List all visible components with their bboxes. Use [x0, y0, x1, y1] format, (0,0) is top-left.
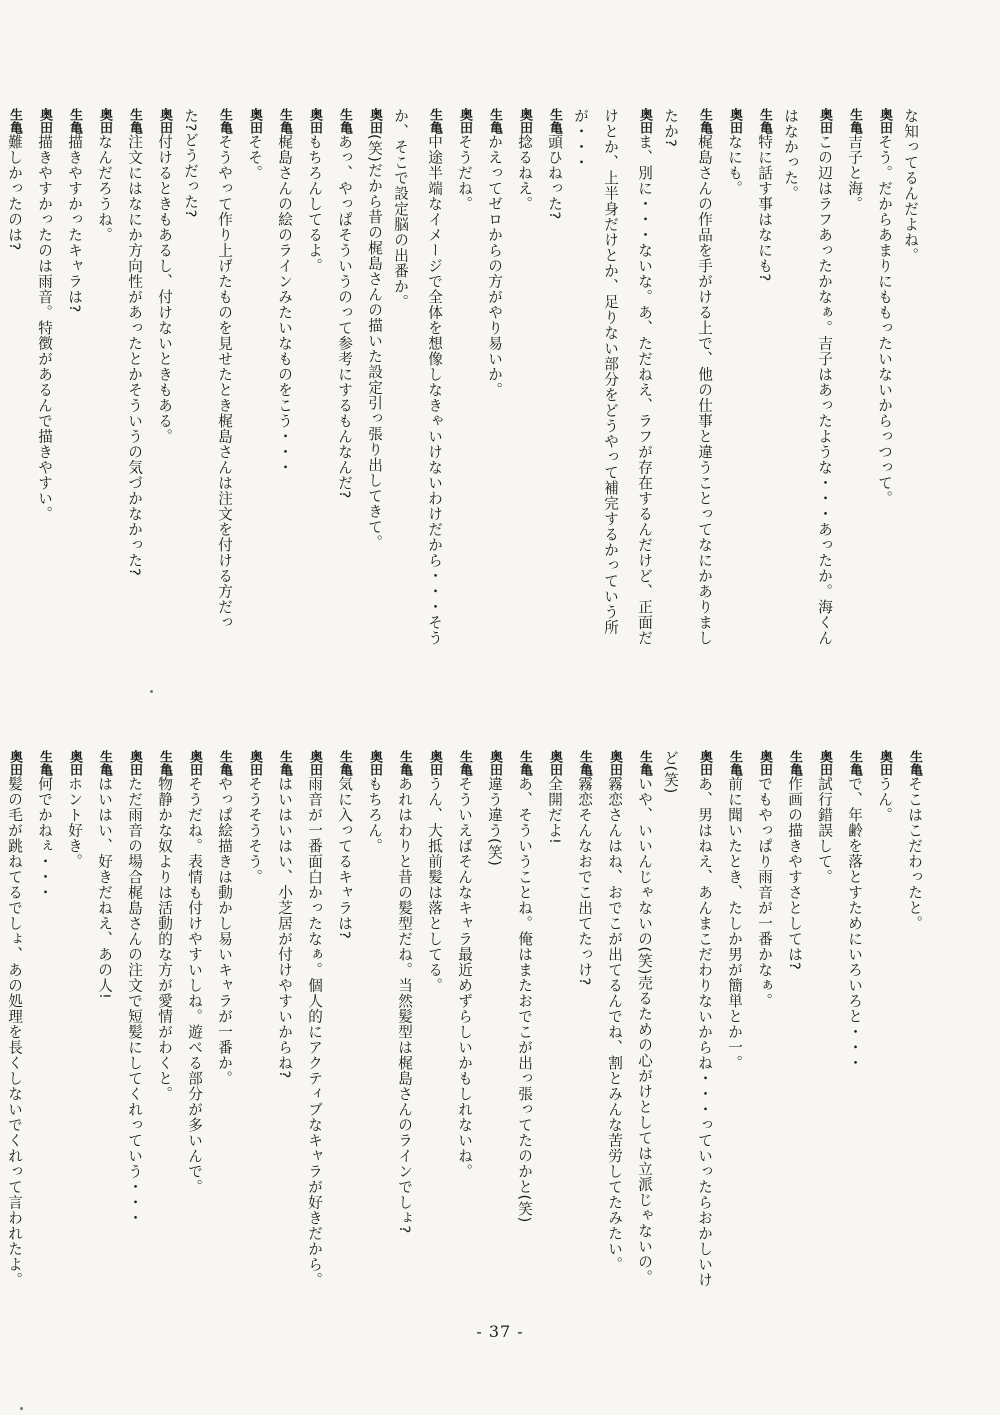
dialogue-line	[25, 108, 55, 708]
dialogue-text: 描きやすかったのは雨音。特徴があるんで描きやすい。	[36, 134, 53, 522]
dialogue-text: 気に入ってるキャラは?	[336, 776, 353, 940]
speaker-label: 生亀	[907, 750, 922, 776]
dialogue-line	[445, 750, 475, 1179]
speaker-label: 奥田	[367, 108, 382, 134]
speaker-label: 奥田	[607, 750, 622, 776]
dialogue-line	[415, 108, 445, 708]
speaker-label: 奥田	[187, 750, 202, 776]
dialogue-line	[535, 108, 565, 708]
dialogue-line	[55, 750, 85, 1170]
dialogue-line	[715, 108, 745, 708]
dialogue-text: そこはこだわったと。	[906, 776, 923, 931]
speaker-label: 奥田	[457, 108, 472, 134]
speaker-label: 生亀	[637, 750, 652, 776]
dialogue-text: やっぱ絵描きは動かし易いキャラが一番か。	[216, 776, 233, 1086]
dialogue-text: 捻るねえ。	[516, 134, 533, 212]
speaker-label: 奥田	[877, 108, 892, 134]
speaker-label: 生亀	[37, 750, 52, 776]
dialogue-text: か、そこで設定脳の出番か。	[392, 108, 409, 310]
dialogue-text: ど(笑)	[662, 750, 679, 795]
paper-speck	[20, 1407, 23, 1410]
dialogue-text: なにも。	[726, 134, 743, 196]
dialogue-text: 吉子と海。	[846, 134, 863, 212]
speaker-label: 生亀	[7, 108, 22, 134]
speaker-label: 生亀	[847, 750, 862, 776]
speaker-label: 奥田	[757, 750, 772, 776]
dialogue-text: そそ。	[246, 134, 263, 181]
dialogue-line	[385, 750, 415, 1235]
interview-bottom-block	[0, 750, 925, 1288]
dialogue-text: が・・・	[572, 108, 589, 170]
speaker-label: 奥田	[307, 108, 322, 134]
speaker-label: 生亀	[337, 108, 352, 134]
speaker-label: 生亀	[757, 108, 772, 134]
dialogue-line	[175, 750, 205, 1195]
dialogue-text: そうやって作り上げたものを見せたとき梶島さんは注文を付ける方だっ	[216, 134, 233, 630]
dialogue-text: 試行錯誤して。	[816, 776, 833, 885]
dialogue-line	[205, 750, 235, 1170]
dialogue-text: 頭ひねった?	[546, 134, 563, 221]
dialogue-line	[625, 750, 655, 1286]
page-number: - 37 -	[476, 1322, 524, 1341]
dialogue-line	[325, 108, 355, 708]
speaker-label: 生亀	[397, 750, 412, 776]
speaker-label: 奥田	[487, 750, 502, 776]
dialogue-line	[295, 750, 325, 1288]
dialogue-line	[655, 108, 685, 708]
speaker-label: 生亀	[517, 750, 532, 776]
speaker-label: 奥田	[247, 108, 262, 134]
speaker-label: 生亀	[337, 750, 352, 776]
speaker-label: 生亀	[97, 750, 112, 776]
dialogue-line	[0, 750, 25, 1288]
dialogue-text: あれはわりと昔の髪型だね。当然髪型は梶島さんのラインでしょ?	[396, 776, 413, 1235]
speaker-label: 奥田	[817, 750, 832, 776]
dialogue-line	[55, 108, 85, 708]
dialogue-line	[115, 108, 145, 708]
dialogue-text: 全開だよ!	[546, 776, 563, 845]
dialogue-text: 霧恋さんはね、おでこが出てるんでね、割とみんな苦労してたみたい。	[606, 776, 623, 1272]
dialogue-line	[685, 750, 715, 1288]
dialogue-line	[85, 108, 115, 708]
dialogue-line	[775, 750, 805, 1170]
speaker-label: 生亀	[157, 750, 172, 776]
dialogue-text: 梶島さんの絵のラインみたいなものをこう・・・	[276, 134, 293, 475]
dialogue-line	[445, 108, 475, 708]
dialogue-line	[745, 750, 775, 1170]
dialogue-line	[475, 108, 505, 708]
dialogue-line	[565, 750, 595, 1170]
dialogue-text: 雨音が一番面白かったなぁ。個人的にアクティブなキャラが好きだから。	[306, 776, 323, 1288]
speaker-label: 生亀	[277, 750, 292, 776]
dialogue-line	[355, 108, 385, 708]
speaker-label: 奥田	[67, 750, 82, 776]
dialogue-text: 前に聞いたとき、たしか男が簡単とか一。	[726, 776, 743, 1071]
speaker-label: 奥田	[637, 108, 652, 134]
dialogue-line	[625, 108, 655, 708]
dialogue-line	[235, 750, 265, 1170]
dialogue-text: この辺はラフあったかなぁ。吉子はあったような・・・あったか。海くん	[816, 134, 833, 646]
dialogue-text: うん、大抵前髪は落としてる。	[426, 776, 443, 993]
dialogue-text: 梶島さんの作品を手がける上で、他の仕事と違うことってなにかありまし	[696, 134, 713, 646]
dialogue-text: 中途半端なイメージで全体を想像しなきゃいけないわけだから・・・そう	[426, 134, 443, 646]
dialogue-text: たか?	[662, 108, 679, 148]
dialogue-line	[325, 750, 355, 1170]
dialogue-line	[865, 108, 895, 708]
dialogue-line	[145, 108, 175, 708]
dialogue-text: 何でかねぇ・・・	[36, 776, 53, 900]
dialogue-text: かえってゼロからの方がやり易いか。	[486, 134, 503, 398]
dialogue-line	[715, 750, 745, 1170]
dialogue-text: あ、男はねえ、あんまこだわりないからね・・・っていったらおかしいけ	[696, 776, 713, 1288]
dialogue-line	[835, 750, 865, 1170]
dialogue-text: はなかった。	[782, 108, 799, 201]
speaker-label: 奥田	[877, 750, 892, 776]
dialogue-text: 注文にはなにか方向性があったとかそういうの気づかなかった?	[126, 134, 143, 577]
speaker-label: 奥田	[127, 750, 142, 776]
dialogue-line	[805, 108, 835, 708]
dialogue-line	[115, 750, 145, 1226]
speaker-label: 生亀	[427, 108, 442, 134]
dialogue-text: もちろんしてるよ。	[306, 134, 323, 274]
dialogue-line	[775, 108, 805, 708]
speaker-label: 生亀	[217, 750, 232, 776]
dialogue-line	[175, 108, 205, 708]
speaker-label: 生亀	[727, 750, 742, 776]
dialogue-text: ま、別に・・・ないな。あ、ただねえ、ラフが存在するんだけど、正面だ	[636, 134, 653, 646]
dialogue-line	[295, 108, 325, 708]
dialogue-line	[505, 108, 535, 708]
dialogue-text: 付けるときもあるし、付けないときもある。	[156, 134, 173, 444]
dialogue-text: けとか、上半身だけとか、足りない部分をどうやって補完するかっていう所	[602, 108, 619, 635]
speaker-label: 生亀	[847, 108, 862, 134]
dialogue-text: た?どうだった?	[182, 108, 199, 219]
dialogue-line	[595, 750, 625, 1272]
dialogue-text: (笑)だから昔の梶島さんの描いた設定引っ張り出してきて。	[366, 134, 383, 551]
dialogue-text: あ、そういうことね。俺はまたおでこが出っ張ってたのかと(笑)	[516, 776, 533, 1224]
dialogue-line	[25, 750, 55, 1170]
dialogue-line	[475, 750, 505, 1170]
speaker-label: 生亀	[127, 108, 142, 134]
dialogue-line	[655, 750, 685, 1170]
speaker-label: 生亀	[697, 108, 712, 134]
dialogue-text: 特に話す事はなにも?	[756, 134, 773, 283]
dialogue-line	[745, 108, 775, 708]
speaker-label: 奥田	[157, 108, 172, 134]
dialogue-line	[595, 108, 625, 708]
dialogue-line	[145, 750, 175, 1170]
dialogue-line	[505, 750, 535, 1224]
dialogue-text: 髪の毛が跳ねてるでしょ、あの処理を長くしないでくれって言われたよ。	[6, 776, 23, 1288]
dialogue-text: なんだろうね。	[96, 134, 113, 243]
dialogue-line	[205, 108, 235, 708]
dialogue-text: そうだね。	[456, 134, 473, 212]
speaker-label: 生亀	[457, 750, 472, 776]
speaker-label: 奥田	[247, 750, 262, 776]
speaker-label: 奥田	[307, 750, 322, 776]
dialogue-text: 霧恋そんなおでこ出てたっけ?	[576, 776, 593, 987]
dialogue-text: 物静かな奴よりは活動的な方が愛情がわくと。	[156, 776, 173, 1102]
dialogue-text: あっ、やっぱそういうのって参考にするもんなんだ?	[336, 134, 353, 500]
dialogue-text: そうだね。表情も付けやすいしね。遊べる部分が多いんで。	[186, 776, 203, 1195]
speaker-label: 生亀	[487, 108, 502, 134]
dialogue-text: はいはいはい、小芝居が付けやすいからね?	[276, 776, 293, 1080]
speaker-label: 奥田	[727, 108, 742, 134]
dialogue-text: ただ雨音の場合梶島さんの注文で短髪にしてくれっていう・・・	[126, 776, 143, 1226]
dialogue-text: そういえばそんなキャラ最近めずらしいかもしれないね。	[456, 776, 473, 1179]
dialogue-line	[835, 108, 865, 708]
dialogue-line	[0, 108, 25, 708]
dialogue-line	[865, 750, 895, 1170]
dialogue-text: もちろん。	[366, 776, 383, 854]
speaker-label: 奥田	[427, 750, 442, 776]
dialogue-line	[565, 108, 595, 708]
dialogue-line	[895, 108, 925, 708]
speaker-label: 奥田	[547, 750, 562, 776]
dialogue-line	[265, 750, 295, 1170]
speaker-label: 生亀	[277, 108, 292, 134]
dialogue-line	[355, 750, 385, 1170]
speaker-label: 奥田	[517, 108, 532, 134]
speaker-label: 奥田	[697, 750, 712, 776]
interview-top-block	[0, 108, 925, 708]
speaker-label: 生亀	[787, 750, 802, 776]
speaker-label: 生亀	[547, 108, 562, 134]
dialogue-text: はいはい、好きだねえ、あの人!	[96, 776, 113, 1000]
dialogue-line	[385, 108, 415, 708]
speaker-label: 奥田	[7, 750, 22, 776]
dialogue-line	[895, 750, 925, 1170]
dialogue-line	[235, 108, 265, 708]
dialogue-line	[415, 750, 445, 1170]
paper-speck	[150, 690, 153, 693]
dialogue-line	[85, 750, 115, 1170]
dialogue-text: ホント好き。	[66, 776, 83, 869]
speaker-label: 奥田	[367, 750, 382, 776]
dialogue-text: いや、いいんじゃないの(笑)売るための心がけとしては立派じゃないの。	[636, 776, 653, 1286]
speaker-label: 生亀	[67, 108, 82, 134]
dialogue-line	[535, 750, 565, 1170]
dialogue-text: 作画の描きやすさとしては?	[786, 776, 803, 971]
speaker-label: 奥田	[97, 108, 112, 134]
speaker-label: 生亀	[217, 108, 232, 134]
dialogue-text: 描きやすかったキャラは?	[66, 134, 83, 314]
speaker-label: 奥田	[37, 108, 52, 134]
speaker-label: 生亀	[577, 750, 592, 776]
dialogue-text: でもやっぱり雨音が一番かなぁ。	[756, 776, 773, 1009]
speaker-label: 奥田	[817, 108, 832, 134]
dialogue-text: 違う違う(笑)	[486, 776, 503, 867]
dialogue-text: で、年齢を落とすためにいろいろと・・・	[846, 776, 863, 1071]
dialogue-text: そう。だからあまりにももったいないからっつって。	[876, 134, 893, 506]
dialogue-text: 難しかったのは?	[6, 134, 23, 252]
dialogue-text: そうそうそう。	[246, 776, 263, 885]
dialogue-line	[685, 108, 715, 708]
dialogue-line	[805, 750, 835, 1170]
dialogue-text: うん。	[876, 776, 893, 823]
dialogue-line	[265, 108, 295, 708]
dialogue-text: な知ってるんだよね。	[902, 108, 919, 263]
